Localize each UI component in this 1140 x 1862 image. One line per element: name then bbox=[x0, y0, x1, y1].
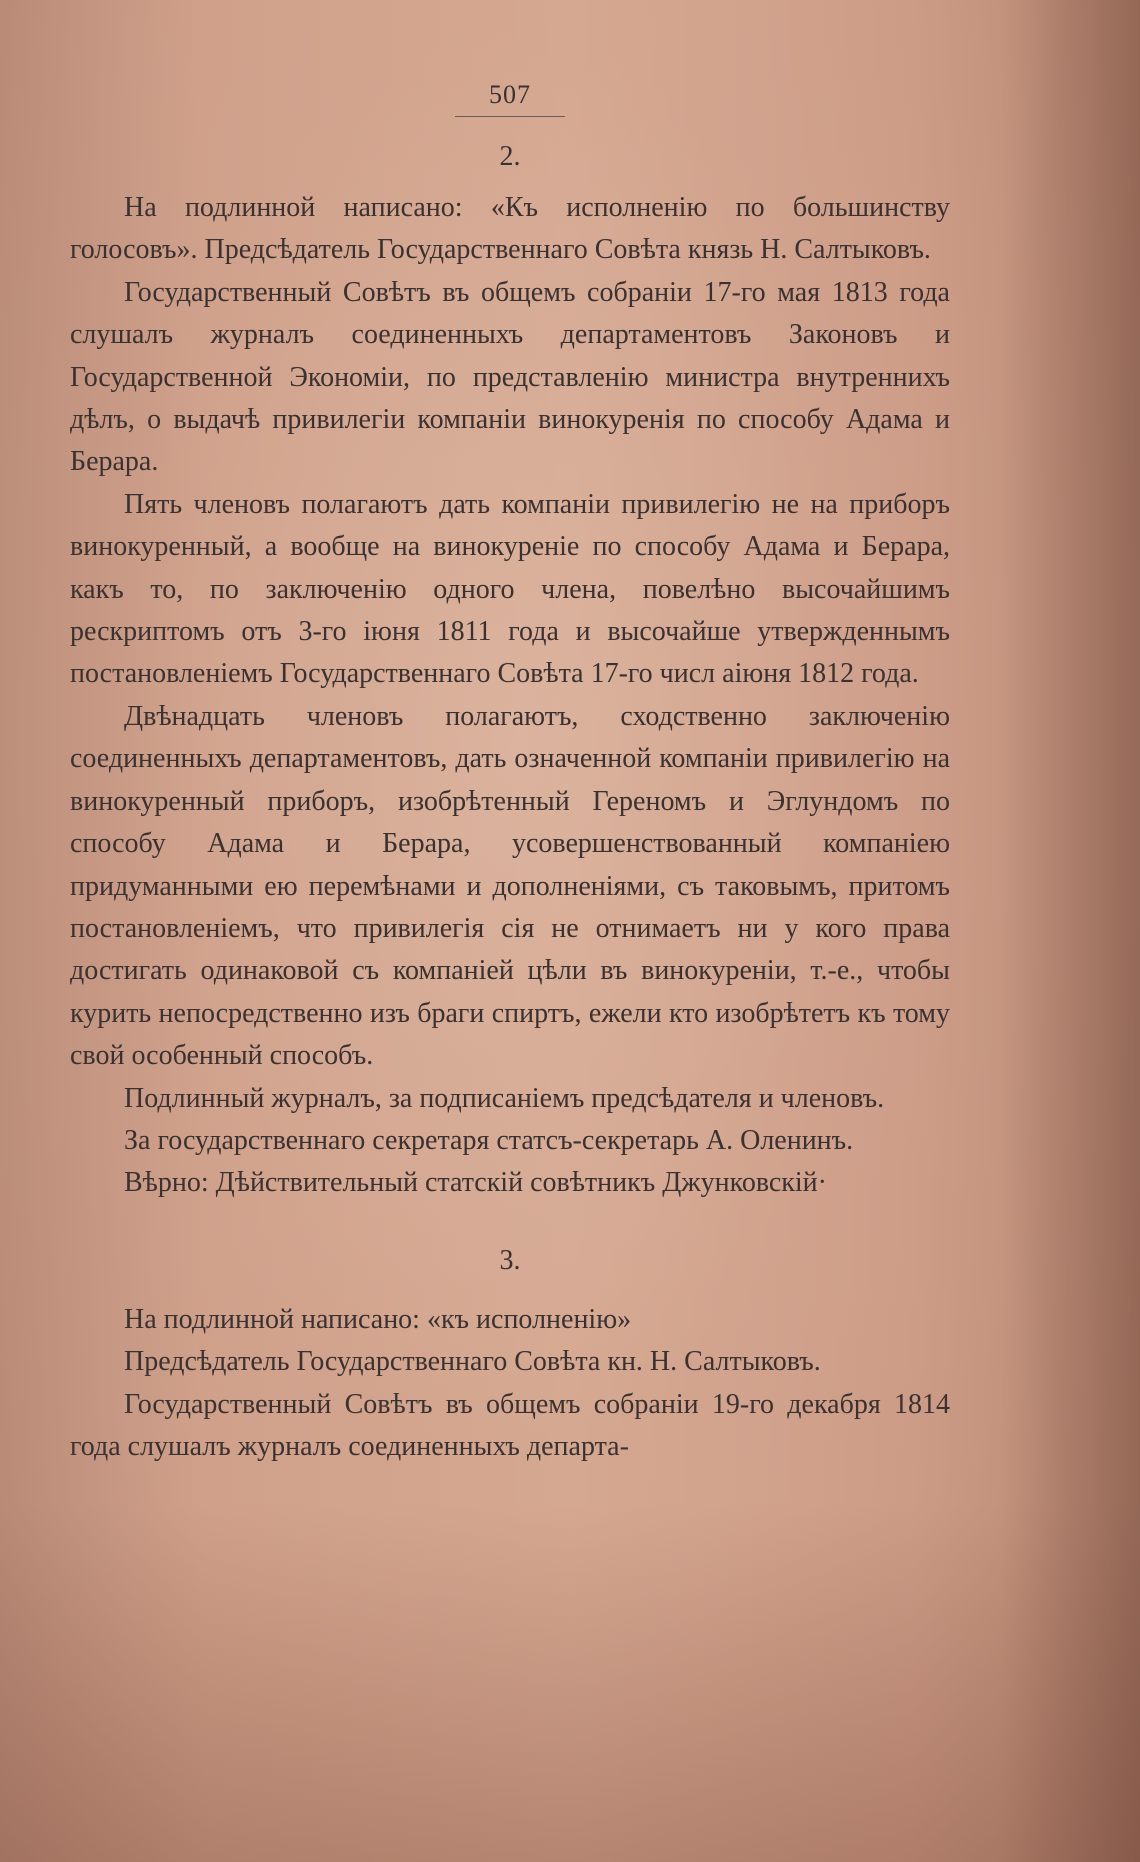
paragraph-original-journal: Подлинный журналъ, за подписаніемъ предсѣдателя и членовъ. bbox=[124, 1082, 885, 1114]
paragraph-council-hearing: Государственный Совѣтъ въ общемъ собраніи 17-го мая 1813 года слушалъ журналъ соединенныхъ департаментовъ Законовъ и Государственной Экономіи, по представленію министра внутреннихъ дѣлъ, о выдачѣ привилегіи компаніи винокуренія по способу Адама и Берара. bbox=[70, 276, 950, 478]
paragraph-chairman: Предсѣдатель Государственнаго Совѣта кн. Н. Салтыковъ. bbox=[124, 1346, 821, 1378]
page-shadow-bottom bbox=[0, 1502, 1140, 1862]
paragraph-five-members: Пять членовъ полагаютъ дать компаніи привилегію не на приборъ винокуренный, а вообще на винокуреніе по способу Адама и Берара, какъ то, по заключенію одного члена, повелѣно высочайшимъ рескриптомъ отъ 3-го іюня 1811 года и высочайше утвержденнымъ постановленіемъ Государственнаго Совѣта 17-го числ аіюня 1812 года. bbox=[70, 488, 950, 690]
page-number-rule bbox=[455, 116, 565, 117]
paragraph-state-secretary: За государственнаго секретаря статсъ-секретарь А. Оленинъ. bbox=[124, 1124, 854, 1156]
text-column bbox=[70, 78, 950, 1468]
paragraph-resolution-note-3: На подлинной написано: «къ исполненію» bbox=[124, 1303, 632, 1335]
paragraph-certified: Вѣрно: Дѣйствительный статскій совѣтникъ Джунковскій· bbox=[124, 1167, 827, 1199]
section-number-2: 2. bbox=[499, 141, 521, 172]
paragraph-twelve-members: Двѣнадцать членовъ полагаютъ, сходственно заключенію соединенныхъ департаментовъ, дать означенной компаніи привилегію на винокуренный приборъ, изобрѣтенный Гереномъ и Эглундомъ по способу Адама и Берара, усовершенствованный компаніею придуманными ею перемѣнами и дополненіями, съ таковымъ, притомъ постановленіемъ, что привилегія сія не отнимаетъ ни у кого права достигать одинаковой съ компаніей цѣли въ винокуреніи, т.-е., чтобы курить непосредственно изъ браги спиртъ, ежели кто изобрѣтетъ къ тому свой особенный способъ. bbox=[70, 700, 950, 1072]
section-number-3: 3. bbox=[499, 1244, 521, 1276]
paragraph-resolution-note: На подлинной написано: «Къ исполненію по большинству голосовъ». Предсѣдатель Государственнаго Совѣта князь Н. Салтыковъ. bbox=[70, 192, 950, 266]
paragraph-council-hearing-3: Государственный Совѣтъ въ общемъ собраніи 19-го декабря 1814 года слушалъ журналъ соединенныхъ департа- bbox=[70, 1388, 950, 1462]
page-shadow-right bbox=[1000, 0, 1140, 1862]
page-number: 507 bbox=[489, 80, 531, 109]
